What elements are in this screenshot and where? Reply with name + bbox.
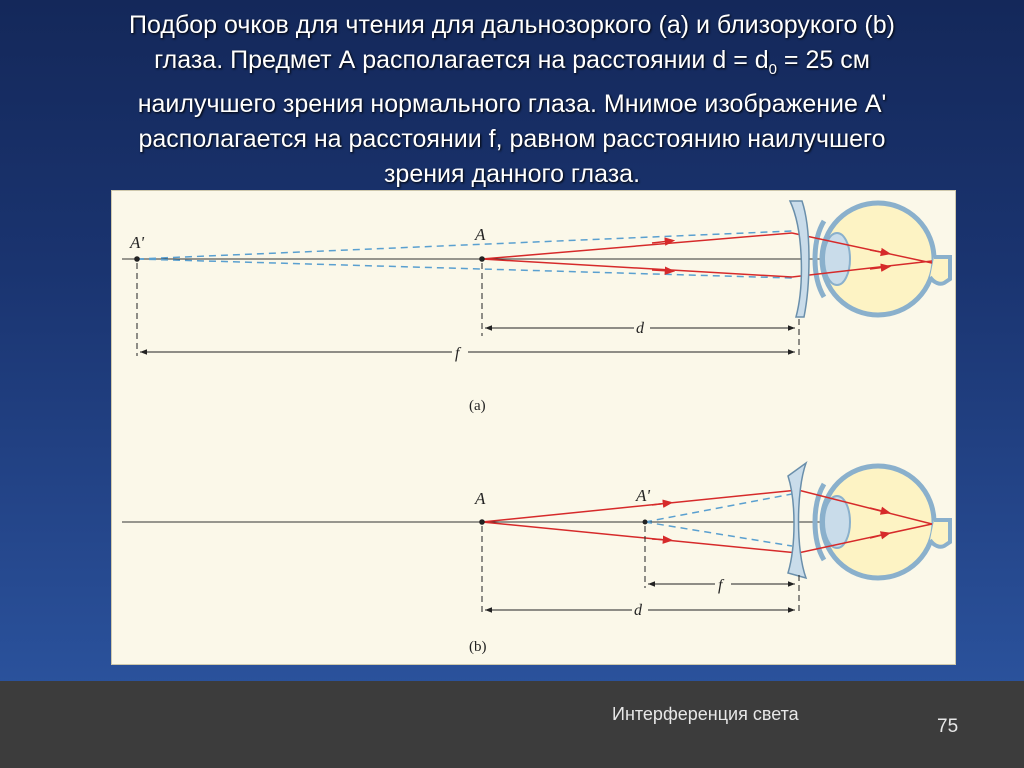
virtual-ray-lower-a xyxy=(137,259,792,278)
real-ray-lower-b xyxy=(482,522,798,553)
object-point-b xyxy=(479,519,485,525)
image-point-b xyxy=(643,520,648,525)
real-ray-upper-a xyxy=(482,233,792,259)
caption-b: (b) xyxy=(469,639,487,655)
real-ray-lower-a xyxy=(482,259,792,277)
virtual-ray-lower-b xyxy=(645,522,792,546)
caption-a: (a) xyxy=(469,398,486,414)
footer-bar xyxy=(0,681,1024,768)
diagram-b xyxy=(122,463,950,655)
title-line-4: располагается на расстоянии f, равном расстоянию наилучшего xyxy=(138,125,886,153)
slide-title xyxy=(40,8,984,192)
label-image-b: A' xyxy=(636,486,651,505)
title-subscript: 0 xyxy=(768,61,777,78)
image-point-a xyxy=(134,256,140,262)
optics-figure xyxy=(111,190,956,665)
title-line-5: зрения данного глаза. xyxy=(383,160,641,188)
label-d-a: d xyxy=(636,320,644,337)
label-f-b: f xyxy=(718,577,723,594)
diagram-a xyxy=(122,201,950,414)
label-f-a: f xyxy=(455,345,460,362)
page-number: 75 xyxy=(937,716,959,737)
object-point-a xyxy=(479,256,485,262)
label-object-a: A xyxy=(475,225,486,244)
eye-b xyxy=(815,466,950,578)
footer-title: Интерференция света xyxy=(612,704,799,724)
ray-arrow-lower-a xyxy=(652,270,670,271)
ray-arrow-upper-a xyxy=(652,241,670,243)
title-line-2-end: = 25 см xyxy=(776,46,870,74)
label-image-a: A' xyxy=(130,233,145,252)
ray-arrow-lower-b xyxy=(652,539,668,540)
label-object-b: A xyxy=(475,489,486,508)
virtual-ray-upper-a xyxy=(137,231,792,259)
label-d-b: d xyxy=(634,602,642,619)
title-line-1: Подбор очков для чтения для дальнозоркого (a) и близорукого (b) xyxy=(129,11,895,39)
eye-a xyxy=(815,203,950,315)
title-line-3: наилучшего зрения нормального глаза. Мнимое изображение A' xyxy=(137,90,887,118)
title-line-2 xyxy=(40,43,984,87)
diverging-lens xyxy=(788,463,806,578)
optics-diagram-svg xyxy=(112,191,955,664)
title-line-2-start: глаза. Предмет А располагается на расстоянии d = d xyxy=(154,46,769,74)
ray-arrow-upper-b xyxy=(652,503,668,505)
